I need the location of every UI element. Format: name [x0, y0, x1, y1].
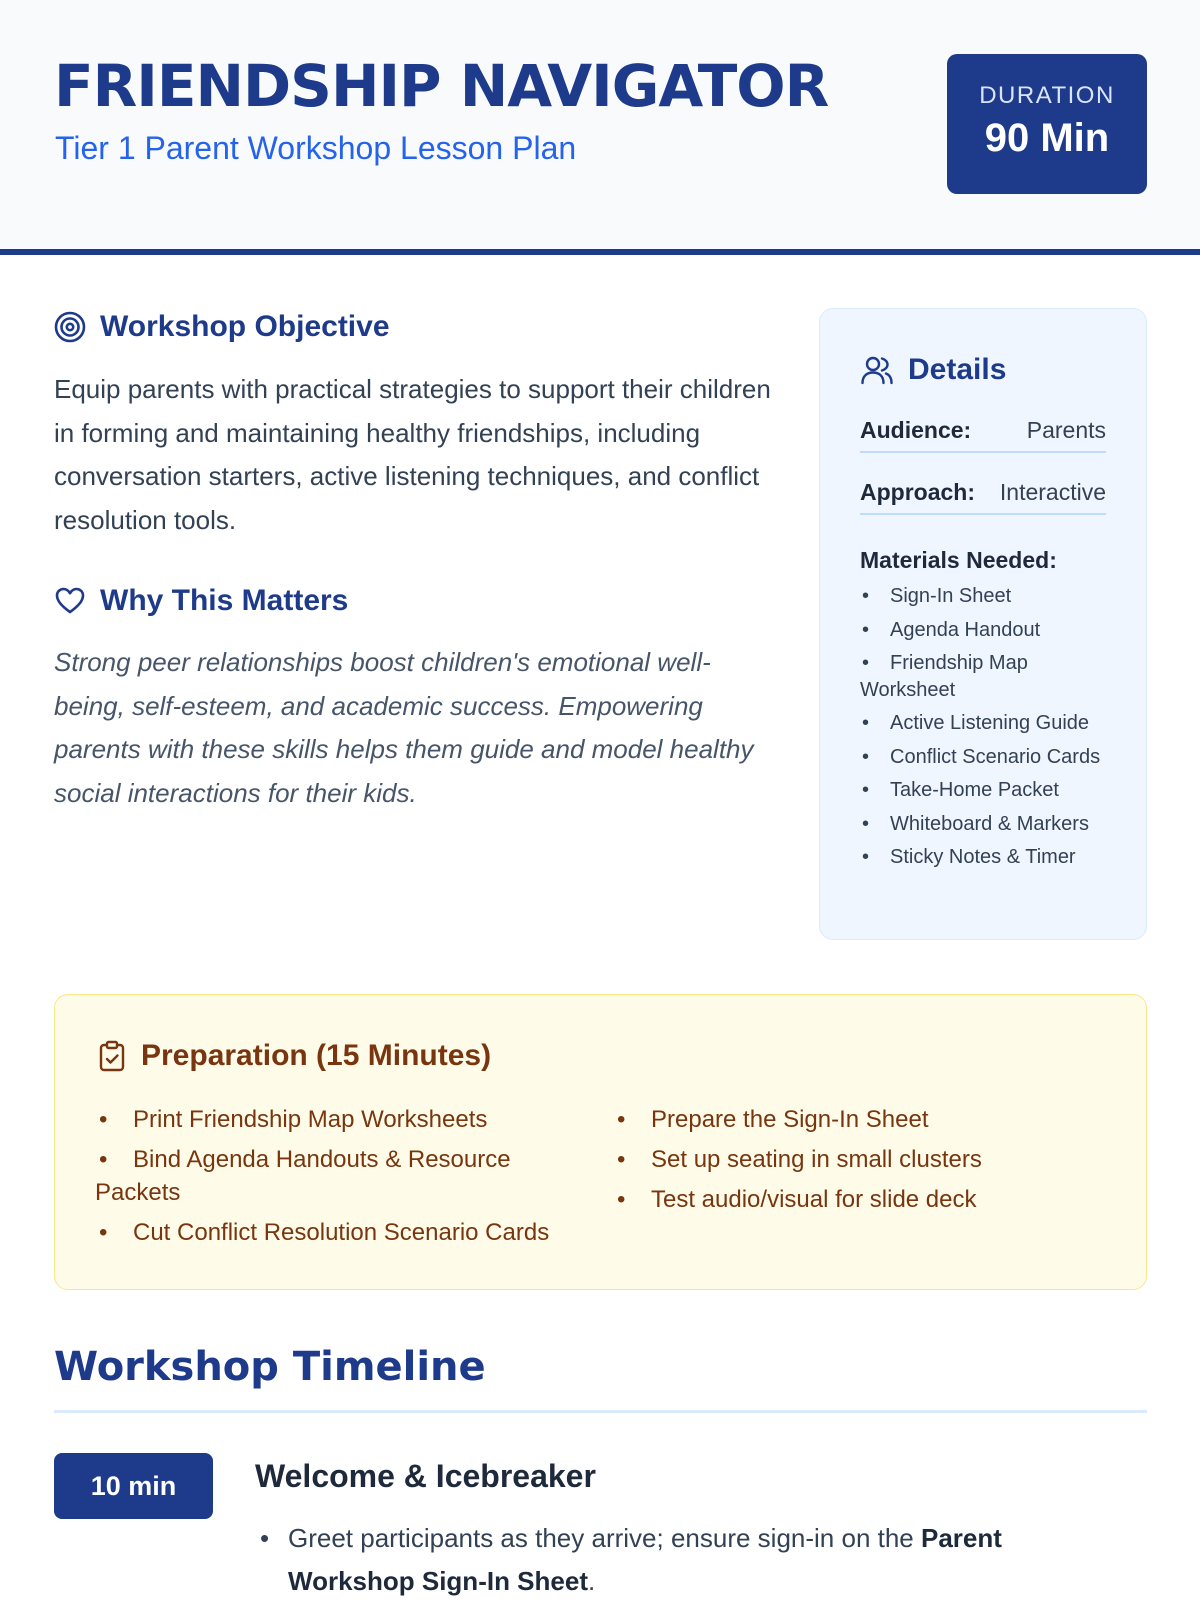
- list-item: • Active Listening Guide: [860, 710, 1110, 737]
- audience-value: Parents: [1026, 416, 1106, 443]
- audience-label: Audience:: [860, 416, 972, 443]
- list-item: • Conflict Scenario Cards: [860, 744, 1110, 771]
- details-heading-text: Details: [908, 353, 1007, 386]
- preparation-heading-text: Preparation (15 Minutes): [141, 1039, 492, 1072]
- step-item-emphasis: Parent Workshop Sign-In Sheet: [288, 1523, 1002, 1596]
- list-item: • Bind Agenda Handouts & Resource Packets: [95, 1143, 565, 1209]
- list-item: • Take-Home Packet: [860, 777, 1110, 804]
- why-text: Strong peer relationships boost children's emotional well-being, self-esteem, and academic success. Empowering parents with these skills helps them guide and model healthy social interactions for their kids.: [54, 647, 754, 808]
- objective-heading: [54, 310, 390, 344]
- audience-row: [860, 409, 1106, 453]
- page-subtitle: Tier 1 Parent Workshop Lesson Plan: [55, 130, 577, 166]
- timeline-heading: Workshop Timeline: [54, 1344, 486, 1390]
- list-item: • Prepare the Sign-In Sheet: [613, 1103, 1083, 1136]
- list-item: • Print Friendship Map Worksheets: [95, 1103, 565, 1136]
- step-item-suffix: .: [587, 1566, 596, 1596]
- duration-label: DURATION: [979, 82, 1115, 109]
- materials-list: [860, 583, 1110, 878]
- approach-row: [860, 471, 1106, 515]
- preparation-list-right: [613, 1103, 1083, 1223]
- preparation-card: [54, 994, 1147, 1290]
- page-title: FRIENDSHIP NAVIGATOR: [54, 52, 829, 120]
- objective-heading-text: Workshop Objective: [100, 310, 390, 343]
- preparation-heading: [97, 1039, 491, 1073]
- time-badge: 10 min: [54, 1453, 213, 1519]
- list-item: • Friendship Map Worksheet: [860, 650, 1110, 703]
- list-item: • Sticky Notes & Timer: [860, 844, 1110, 871]
- list-item: • Whiteboard & Markers: [860, 811, 1110, 838]
- target-icon: [54, 311, 86, 343]
- step-item: [256, 1517, 1116, 1600]
- heart-icon: [54, 585, 86, 617]
- step-item-text: Greet participants as they arrive; ensure sign-in on the: [288, 1523, 921, 1553]
- list-item: • Test audio/visual for slide deck: [613, 1183, 1083, 1216]
- preparation-list-left: [95, 1103, 565, 1256]
- list-item: • Cut Conflict Resolution Scenario Cards: [95, 1216, 565, 1249]
- list-item: • Sign-In Sheet: [860, 583, 1110, 610]
- materials-title: Materials Needed:: [860, 547, 1057, 573]
- timeline-divider: [54, 1410, 1147, 1413]
- approach-label: Approach:: [860, 478, 975, 505]
- approach-value: Interactive: [999, 478, 1106, 505]
- users-icon: [860, 353, 894, 387]
- page-header: [0, 0, 1200, 255]
- list-item: • Set up seating in small clusters: [613, 1143, 1083, 1176]
- why-heading: [54, 584, 348, 618]
- objective-text: Equip parents with practical strategies to support their children in forming and maintaining healthy friendships, including conversation starters, active listening techniques, and conflict resolution tools.: [54, 374, 771, 535]
- why-heading-text: Why This Matters: [100, 584, 349, 617]
- duration-value: 90 Min: [984, 116, 1110, 160]
- duration-badge: [947, 54, 1147, 194]
- step-title: Welcome & Icebreaker: [255, 1458, 596, 1494]
- list-item: • Agenda Handout: [860, 617, 1110, 644]
- details-card: [819, 308, 1147, 940]
- clipboard-icon: [97, 1040, 127, 1072]
- details-heading: [860, 353, 1006, 387]
